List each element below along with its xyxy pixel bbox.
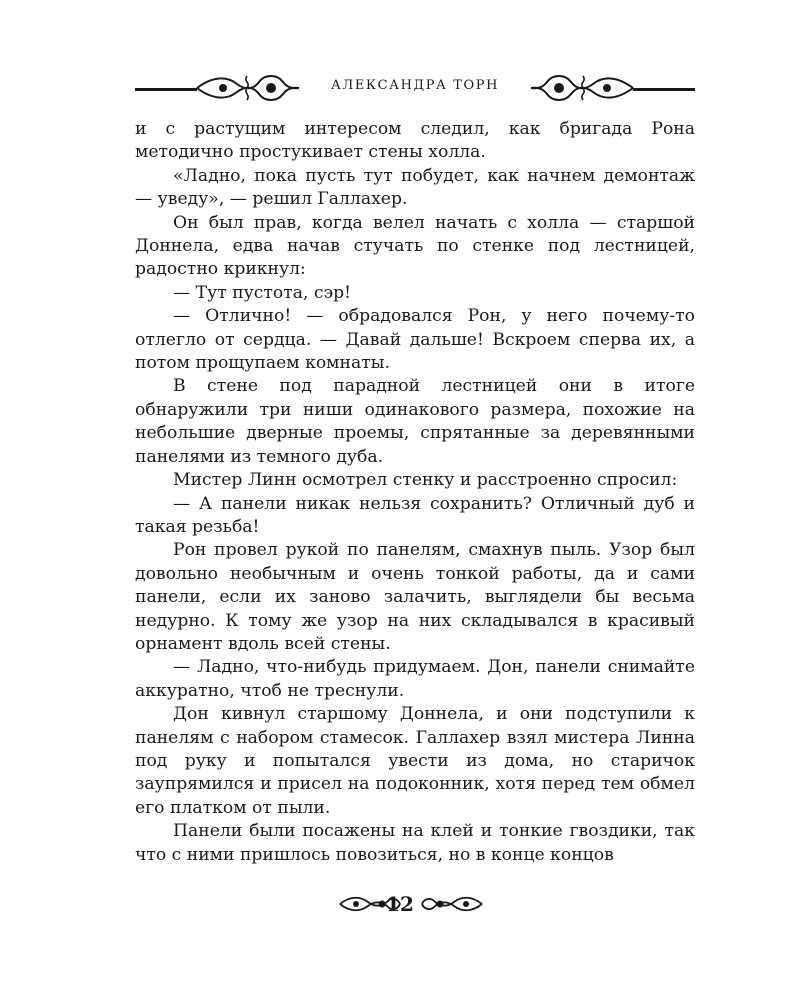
- author-name: АЛЕКСАНДРА ТОРН: [330, 78, 500, 93]
- header-rule-left: [135, 88, 197, 91]
- paragraph: Рон провел рукой по панелям, смахнув пыль. Узор был довольно необычным и очень тонкой работы, да и сами панели, если их заново залачить, выглядели бы весьма недурно. К тому же узор на них складывался в красивый орнамент вдоль всей стены.: [135, 540, 695, 654]
- paragraph: — Ладно, что-нибудь придумаем. Дон, панели снимайте аккуратно, чтоб не треснули.: [135, 657, 695, 701]
- header-ornament-right-icon: [529, 70, 637, 106]
- paragraph: Мистер Линн осмотрел стенку и расстроенно спросил:: [173, 470, 678, 491]
- page-number: 12: [386, 892, 414, 916]
- footer-ornament-right-icon: [420, 893, 484, 915]
- paragraph: Панели были посажены на клей и тонкие гвоздики, так что с ними пришлось повозиться, но в конце концов: [135, 821, 695, 865]
- header-rule-right: [633, 88, 695, 91]
- header-ornament-left-icon: [193, 70, 301, 106]
- paragraph: — Отлично! — обрадовался Рон, у него почему-то отлегло от сердца. — Давай дальше! Вскроем сперва их, а потом прощупаем комнаты.: [135, 306, 695, 374]
- running-header: [135, 68, 695, 108]
- paragraph: и с растущим интересом следил, как бригада Рона методично простукивает стены холла.: [135, 119, 695, 163]
- paragraph: В стене под парадной лестницей они в итоге обнаружили три ниши одинакового размера, похожие на небольшие дверные проемы, спрятанные за деревянными панелями из темного дуба.: [135, 376, 695, 467]
- paragraph: — А панели никак нельзя сохранить? Отличный дуб и такая резьба!: [135, 493, 695, 537]
- page-footer: [0, 890, 800, 920]
- paragraph: «Ладно, пока пусть тут побудет, как начнем демонтаж — уведу», — решил Галлахер.: [135, 165, 695, 210]
- paragraph: — Тут пустота, сэр!: [173, 282, 352, 303]
- body-text: [135, 118, 695, 867]
- paragraph: Он был прав, когда велел начать с холла — старшой Доннела, едва начав стучать по стенке под лестницей, радостно крикнул:: [135, 212, 695, 280]
- paragraph: Дон кивнул старшому Доннела, и они подступили к панелям с набором стамесок. Галлахер взял мистера Линна под руку и попытался увести из дома, но старичок заупрямился и присел на подоконник, хотя перед тем обмел его платком от пыли.: [135, 704, 695, 818]
